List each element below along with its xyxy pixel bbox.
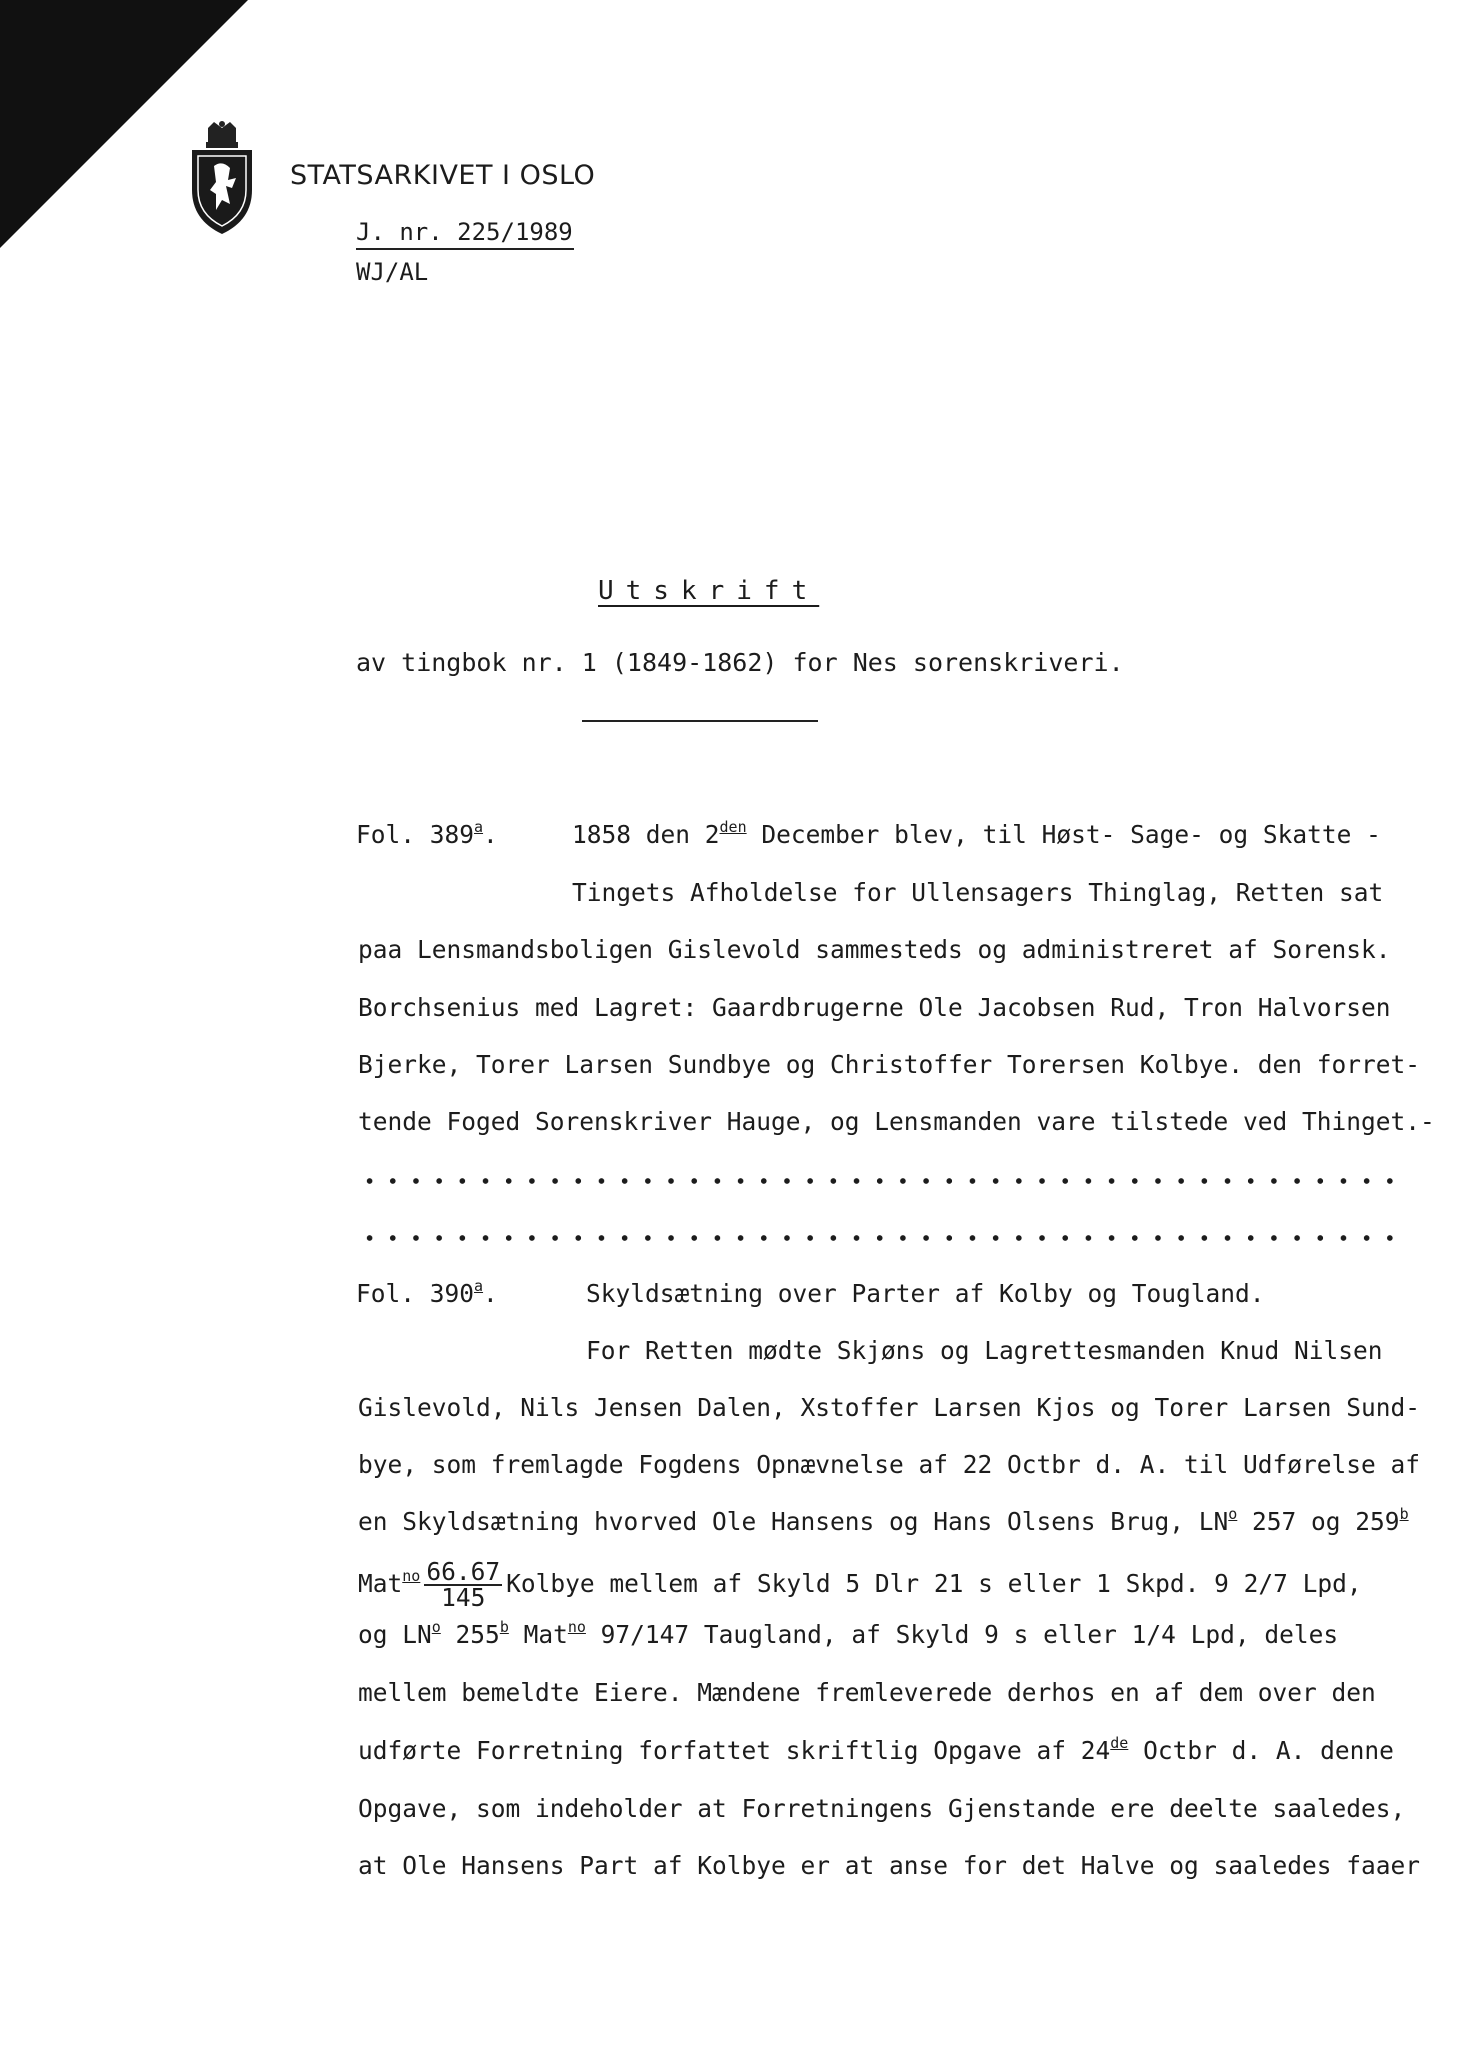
text-line: Mat$^{no}$ $\frac{66.67}{145}$ Kolbye mellem af Skyld 5 Dlr 21 s eller 1 Skpd. 9 2/7 Lpd, [358, 1557, 1362, 1612]
text-line: Gislevold, Nils Jensen Dalen, Xstoffer Larsen Kjos og Torer Larsen Sund- [358, 1393, 1421, 1422]
document-title: Utskrift [598, 576, 820, 606]
dotted-separator [358, 1178, 1402, 1184]
text-line: at Ole Hansens Part af Kolbye er at anse for det Halve og saaledes faaer [358, 1851, 1421, 1880]
coat-of-arms-logo [186, 120, 258, 238]
text-line: tende Foged Sorenskriver Hauge, og Lensmanden vare tilstede ved Thinget.- [358, 1107, 1435, 1136]
folio-390-label: Fol. 390$^a$. [356, 1277, 498, 1308]
text-line: Borchsenius med Lagret: Gaardbrugerne Ole Jacobsen Rud, Tron Halvorsen [358, 993, 1391, 1022]
text-line: paa Lensmandsboligen Gislevold sammesteds og administreret af Sorensk. [358, 935, 1391, 964]
text-line: Bjerke, Torer Larsen Sundbye og Christoffer Torersen Kolbye. den forret- [358, 1050, 1421, 1079]
fraction: $\frac{66.67}{145}$ [426, 1557, 501, 1612]
text-line: udførte Forretning forfattet skriftlig Opgave af 24de Octbr d. A. denne [358, 1734, 1394, 1765]
document-subtitle: av tingbok nr. 1 (1849-1862) for Nes sorenskriveri. [356, 648, 1124, 677]
text-line: Tingets Afholdelse for Ullensagers Thinglag, Retten sat [572, 878, 1384, 907]
entry-heading: Skyldsætning over Parter af Kolby og Tougland. [586, 1279, 1265, 1308]
folio-389-label: Fol. 389$^a$. [356, 818, 498, 849]
text-line: Opgave, som indeholder at Forretningens Gjenstande ere deelte saaledes, [358, 1794, 1406, 1823]
text-line: bye, som fremlagde Fogdens Opnævnelse af 22 Octbr d. A. til Udførelse af [358, 1450, 1421, 1479]
text-line: 1858 den $2^{den}$ December blev, til Høst- Sage- og Skatte - [572, 818, 1381, 849]
text-line: For Retten mødte Skjøns og Lagrettesmanden Knud Nilsen [586, 1336, 1383, 1365]
text-line: og $LN^o$ 255$^b$ Mat$^{no}$ 97/147 Taugland, af Skyld 9 s eller 1/4 Lpd, deles [358, 1618, 1339, 1649]
dotted-separator [358, 1235, 1402, 1241]
text-line: en Skyldsætning hvorved Ole Hansens og Hans Olsens Brug, $LN^o$ 257 og 259$^b$ [358, 1505, 1409, 1536]
archive-name: STATSARKIVET I OSLO [290, 160, 596, 191]
signatory-initials: WJ/AL [356, 258, 429, 286]
text-line: mellem bemeldte Eiere. Mændene fremleverede derhos en af dem over den [358, 1678, 1376, 1707]
title-divider [582, 720, 818, 722]
journal-number: J. nr. 225/1989 [356, 218, 574, 250]
